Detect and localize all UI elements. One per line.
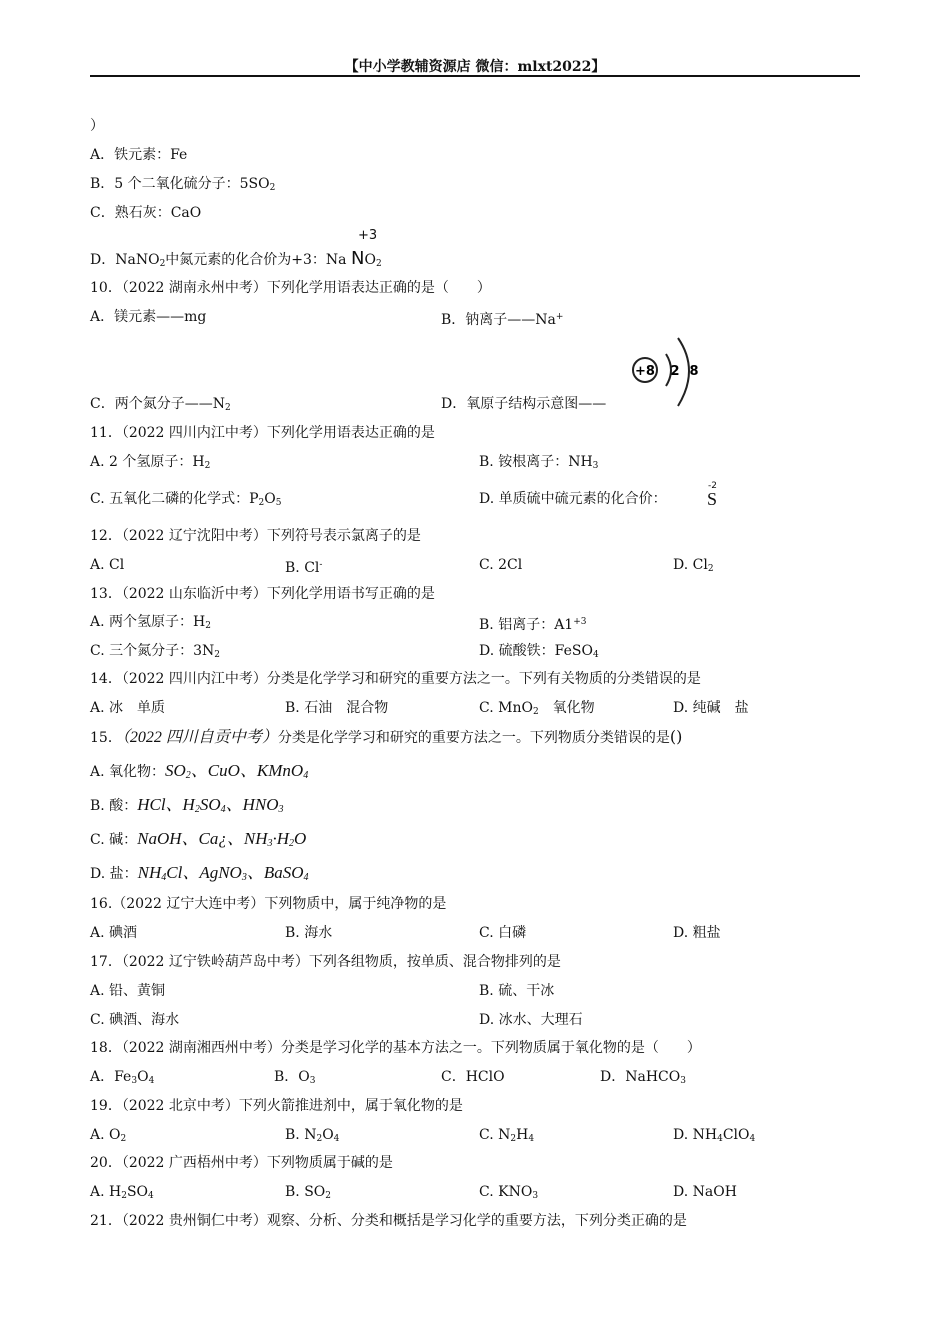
q9-paren: ） bbox=[90, 118, 104, 134]
q18-option-c: C．HClO bbox=[441, 1069, 505, 1085]
q11-option-b: B. 铵根离子：$NH_3$ bbox=[479, 454, 599, 471]
q18-option-d: D．NaHCO$_3$ bbox=[600, 1069, 686, 1086]
q13-option-d: D. 硫酸铁：FeSO$_4$ bbox=[479, 643, 599, 660]
q13-stem: 13．（2022 山东临沂中考）下列化学用语书写正确的是 bbox=[90, 586, 435, 602]
q9-option-c: C．熟石灰：CaO bbox=[90, 205, 202, 221]
q20-stem: 20．（2022 广西梧州中考）下列物质属于碱的是 bbox=[90, 1155, 393, 1171]
q18-option-a: A．$Fe_3O_4$ bbox=[90, 1069, 155, 1086]
q17-option-d: D. 冰水、大理石 bbox=[479, 1012, 583, 1028]
q17-option-c: C. 碘酒、海水 bbox=[90, 1012, 180, 1028]
q15-option-a: A. 氧化物：$SO_2$、CuO、KMnO$_4$ bbox=[90, 761, 309, 781]
q9-option-b: B．5 个二氧化硫分子：$5SO_2$ bbox=[90, 176, 276, 193]
q16-option-c: C. 白磷 bbox=[479, 925, 527, 941]
q15-stem: 15．（2022 四川自贡中考）分类是化学学习和研究的重要方法之一。下列物质分类错误的是() bbox=[90, 727, 683, 746]
q20-option-d: D. NaOH bbox=[673, 1184, 737, 1200]
q15-option-c: C. 碱：NaOH、Ca¿、$NH_3\cdot H_2O$ bbox=[90, 829, 307, 849]
electron-shell-2 bbox=[678, 338, 689, 406]
q20-option-c: C. $KNO_3$ bbox=[479, 1184, 539, 1201]
q11-stem: 11．（2022 四川内江中考）下列化学用语表达正确的是 bbox=[90, 425, 435, 441]
q13-option-a: A. 两个氢原子：$H_2$ bbox=[90, 614, 211, 631]
q14-option-d: D. 纯碱 盐 bbox=[673, 700, 749, 716]
q16-option-d: D. 粗盐 bbox=[673, 925, 721, 941]
q10-option-c: C．两个氮分子$——N_2$ bbox=[90, 396, 231, 413]
q12-option-a: A. Cl bbox=[90, 557, 125, 573]
q12-stem: 12．（2022 辽宁沈阳中考）下列符号表示氯离子的是 bbox=[90, 528, 421, 544]
q10-option-d: D．氧原子结构示意图—— bbox=[441, 396, 607, 412]
q9-option-d: D．NaNO$_2$中氮元素的化合价为+3：Na $NO_2$ bbox=[90, 248, 382, 269]
q21-stem: 21．（2022 贵州铜仁中考）观察、分析、分类和概括是学习化学的重要方法，下列分类正确的是 bbox=[90, 1213, 687, 1229]
q19-option-d: D. $NH_4ClO_4$ bbox=[673, 1127, 756, 1144]
q10-stem: 10．（2022 湖南永州中考）下列化学用语表达正确的是（ ） bbox=[90, 280, 491, 296]
q14-option-a: A. 冰 单质 bbox=[90, 700, 166, 716]
q14-option-c: C. MnO$_2$ 氧化物 bbox=[479, 700, 595, 717]
q18-stem: 18．（2022 湖南湘西州中考）分类是学习化学的基本方法之一。下列物质属于氧化物的是（ ） bbox=[90, 1040, 701, 1056]
q13-option-c: C. 三个氮分子：$3N_2$ bbox=[90, 643, 221, 660]
q9-valence-label: +3 bbox=[358, 228, 378, 243]
q12-option-c: C. 2Cl bbox=[479, 557, 523, 573]
q11-sulfur-symbol: S bbox=[707, 489, 718, 509]
q14-option-b: B. 石油 混合物 bbox=[285, 700, 389, 716]
q16-option-b: B. 海水 bbox=[285, 925, 333, 941]
shell-1-count: 2 bbox=[670, 364, 680, 379]
q10-option-b: B．钠离子——Na+ bbox=[441, 312, 564, 328]
oxygen-atom-structure-diagram bbox=[628, 336, 703, 408]
q11-option-c: C. 五氧化二磷的化学式：$P_2O_5$ bbox=[90, 491, 282, 508]
q19-option-c: C. $N_2H_4$ bbox=[479, 1127, 535, 1144]
q20-option-a: A. $H_2SO_4$ bbox=[90, 1184, 154, 1201]
q19-option-b: B. $N_2O_4$ bbox=[285, 1127, 340, 1144]
shell-2-count: 8 bbox=[689, 364, 699, 379]
q9-option-a: A．铁元素：Fe bbox=[90, 147, 188, 163]
q12-option-d: D. $Cl_2$ bbox=[673, 557, 714, 574]
header-rule bbox=[90, 75, 860, 77]
q17-stem: 17．（2022 辽宁铁岭葫芦岛中考）下列各组物质，按单质、混合物排列的是 bbox=[90, 954, 561, 970]
q15-option-b: B. 酸：HCl、$H_2SO_4$、$HNO_3$ bbox=[90, 795, 284, 815]
nucleus-charge: +8 bbox=[635, 364, 655, 379]
q16-option-a: A. 碘酒 bbox=[90, 925, 138, 941]
q11-option-a: A. 2 个氢原子：$H_2$ bbox=[90, 454, 211, 471]
q19-option-a: A. $O_2$ bbox=[90, 1127, 127, 1144]
q11-sulfur-valence: -2 bbox=[708, 481, 717, 491]
q13-option-b: B. 铝离子：$A1^{+3}$ bbox=[479, 617, 587, 633]
q14-stem: 14．（2022 四川内江中考）分类是化学学习和研究的重要方法之一。下列有关物质的分类错误的是 bbox=[90, 671, 701, 687]
q17-option-a: A. 铅、黄铜 bbox=[90, 983, 166, 999]
page-header: 【中小学教辅资源店 微信：mlxt2022】 bbox=[344, 59, 606, 75]
q17-option-b: B. 硫、干冰 bbox=[479, 983, 555, 999]
q16-stem: 16.（2022 辽宁大连中考）下列物质中，属于纯净物的是 bbox=[90, 896, 447, 912]
q19-stem: 19．（2022 北京中考）下列火箭推进剂中，属于氧化物的是 bbox=[90, 1098, 463, 1114]
q10-option-a: A．镁元素——mg bbox=[90, 309, 207, 325]
q18-option-b: B．$O_3$ bbox=[274, 1069, 316, 1086]
q20-option-b: B. $SO_2$ bbox=[285, 1184, 331, 1201]
q15-option-d: D. 盐：$NH_4Cl$、AgNO$_3$、BaSO$_4$ bbox=[90, 863, 309, 883]
q11-option-d: D. 单质硫中硫元素的化合价： bbox=[479, 491, 667, 507]
q12-option-b: B. Cl- bbox=[285, 560, 323, 576]
